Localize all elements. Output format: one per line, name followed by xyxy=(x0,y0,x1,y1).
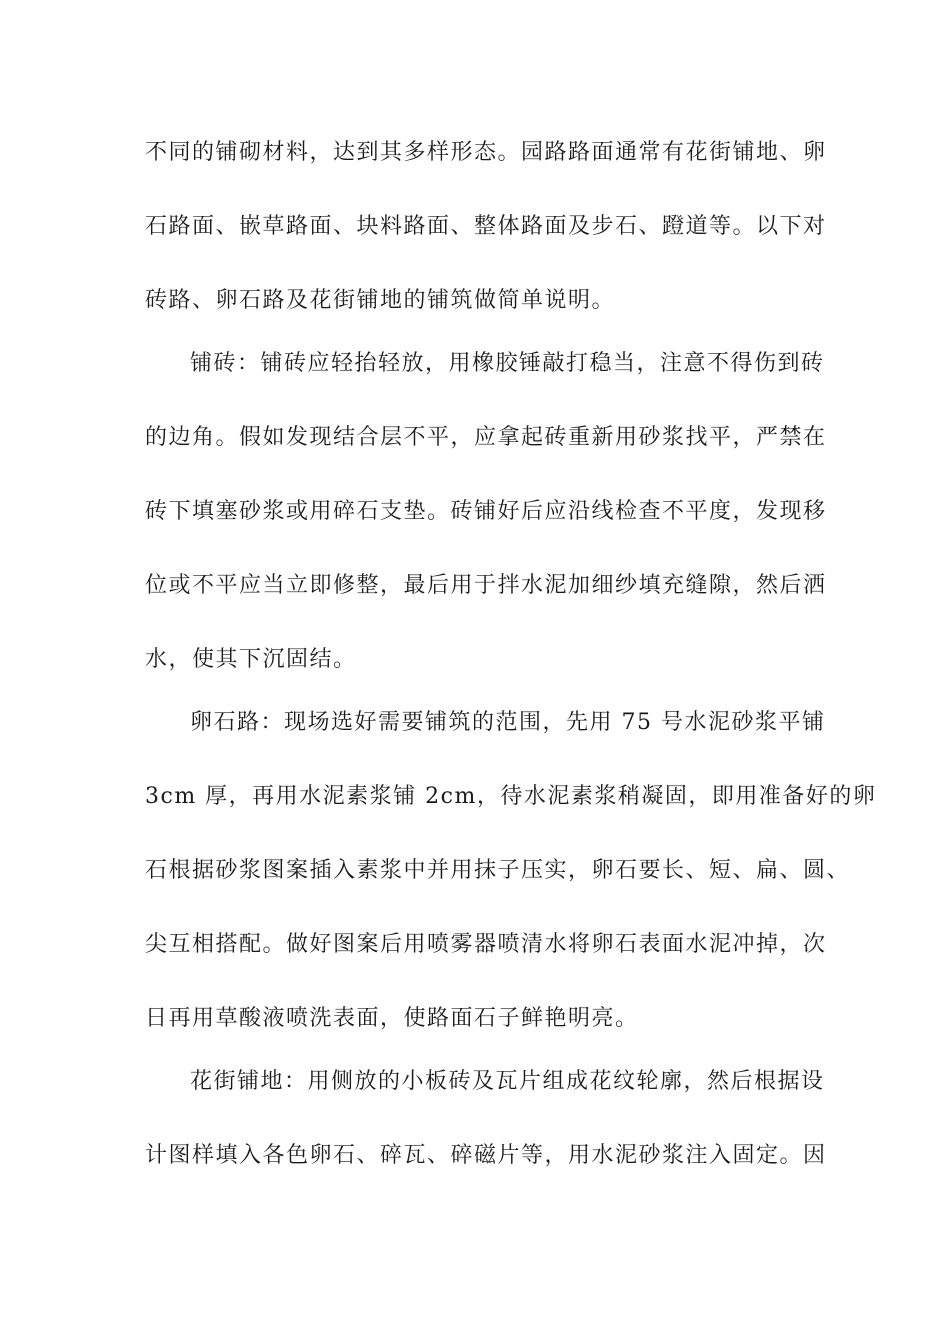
text-line-12: 尖互相搭配。做好图案后用喷雾器喷清水将卵石表面水泥冲掉，次 xyxy=(145,932,827,957)
text-line-10: 3cm 厚，再用水泥素浆铺 2cm，待水泥素浆稍凝固，即用准备好的卵 xyxy=(145,784,877,809)
text-line-1: 不同的铺砌材料，达到其多样形态。园路路面通常有花街铺地、卵 xyxy=(145,140,827,165)
paragraph-mosaic-start: 花街铺地：用侧放的小板砖及瓦片组成花纹轮廓，然后根据设 xyxy=(190,1069,825,1094)
text-line-3: 砖路、卵石路及花街铺地的铺筑做简单说明。 xyxy=(145,288,616,313)
text-line-15: 计图样填入各色卵石、碎瓦、碎磁片等，用水泥砂浆注入固定。因 xyxy=(145,1143,827,1168)
text-line-7: 位或不平应当立即修整，最后用于拌水泥加细纱填充缝隙，然后洒 xyxy=(145,573,827,598)
text-line-6: 砖下填塞砂浆或用碎石支垫。砖铺好后应沿线检查不平度，发现移 xyxy=(145,499,827,524)
text-line-5: 的边角。假如发现结合层不平，应拿起砖重新用砂浆找平，严禁在 xyxy=(145,425,827,450)
paragraph-tile-start: 铺砖：铺砖应轻抬轻放，用橡胶锤敲打稳当，注意不得伤到砖 xyxy=(190,351,825,376)
text-line-8: 水，使其下沉固结。 xyxy=(145,647,357,672)
paragraph-pebble-start: 卵石路：现场选好需要铺筑的范围，先用 75 号水泥砂浆平铺 xyxy=(190,710,826,735)
text-line-2: 石路面、嵌草路面、块料路面、整体路面及步石、蹬道等。以下对 xyxy=(145,214,827,239)
text-line-11: 石根据砂浆图案插入素浆中并用抹子压实，卵石要长、短、扁、圆、 xyxy=(145,858,851,883)
text-line-13: 日再用草酸液喷洗表面，使路面石子鲜艳明亮。 xyxy=(145,1006,639,1031)
